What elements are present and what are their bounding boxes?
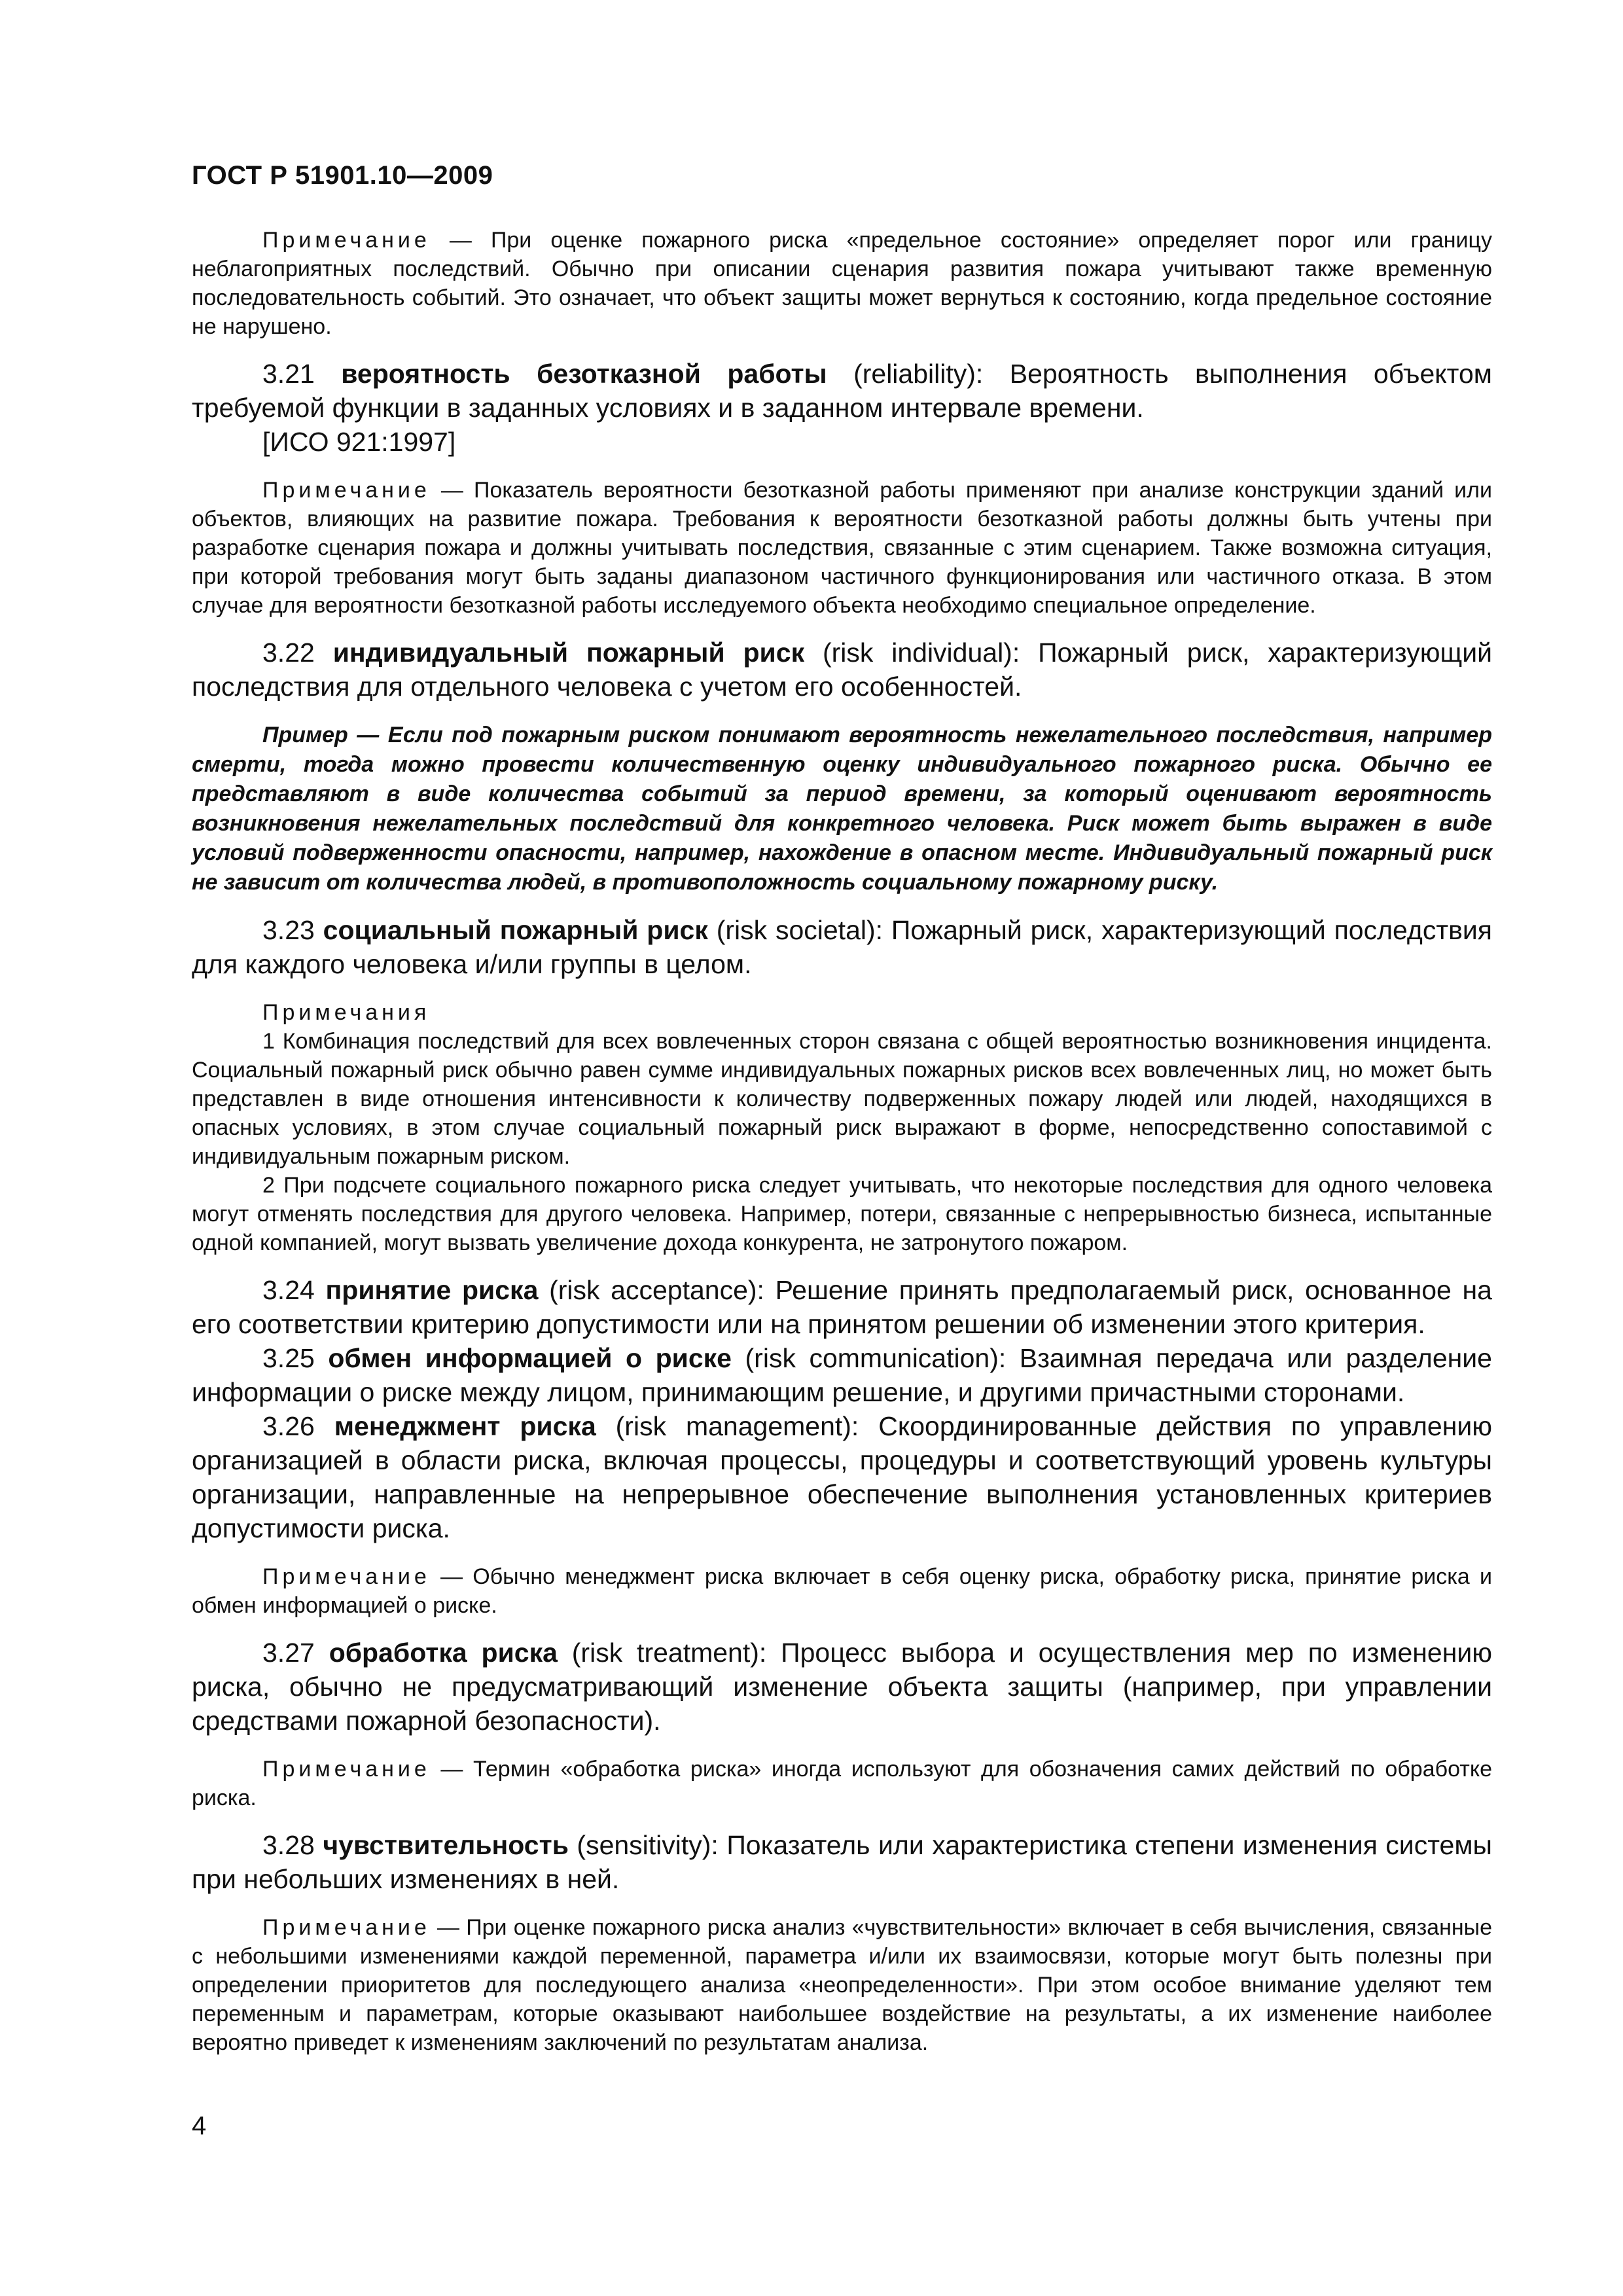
note-3-26	[192, 1562, 1492, 1620]
note-label: Примечание	[262, 1564, 431, 1589]
note-3-23-1: 1 Комбинация последствий для всех вовлеченных сторон связана с общей вероятностью возникновения инцидента. Социальный пожарный риск обычно равен сумме индивидуальных пожарных рисков всех вовлеченных лиц, но может быть представлен в виде отношения интенсивности к количеству подверженных пожару людей или людей, находящихся в опасных условиях, в этом случае социальный пожарный риск выражают в форме, непосредственно сопоставимой с индивидуальным пожарным риском.	[192, 1029, 1492, 1169]
term: обмен информацией о риске	[328, 1343, 732, 1373]
note-label: Примечание	[262, 478, 431, 503]
note-3-20	[192, 226, 1492, 341]
definition-text: (risk management): Скоординированные действия по управлению организацией в области риска, включая процессы, процедуры и соответствующий уровень культуры организации, направленные на непрерывное обеспечение выполнения установленных критериев допустимости риска.	[192, 1411, 1492, 1543]
page-number: 4	[192, 2111, 207, 2140]
definition-3-21	[192, 357, 1492, 425]
clause-number: 3.25	[262, 1343, 315, 1373]
clause-number: 3.27	[262, 1638, 315, 1668]
note-text: — Термин «обработка риска» иногда используют для обозначения самих действий по обработке риска.	[192, 1757, 1492, 1810]
term: принятие риска	[325, 1275, 539, 1305]
reference-3-21: [ИСО 921:1997]	[262, 427, 456, 457]
note-label: Примечание	[262, 1757, 431, 1782]
definition-text: (risk treatment): Процесс выбора и осуществления мер по изменению риска, обычно не предусматривающий изменение объекта защиты (например, при управлении средствами пожарной безопасности).	[192, 1638, 1492, 1736]
definition-text: (risk acceptance): Решение принять предполагаемый риск, основанное на его соответствии критерию допустимости или на принятом решении об изменении этого критерия.	[192, 1275, 1492, 1339]
clause-number: 3.26	[262, 1411, 315, 1441]
definition-text: (risk communication): Взаимная передача или разделение информации о риске между лицом, принимающим решение, и другими причастными сторонами.	[192, 1343, 1492, 1407]
term: чувствительность	[323, 1830, 569, 1860]
note-3-27	[192, 1755, 1492, 1812]
example-3-22: Пример — Если под пожарным риском понимают вероятность нежелательного последствия, например смерти, тогда можно провести количественную оценку индивидуального пожарного риска. Обычно ее представляют в виде количества событий за период времени, за который оценивают вероятность возникновения нежелательных последствий для конкретного человека. Риск может быть выражен в виде условий подверженности опасности, например, нахождение в опасном месте. Индивидуальный пожарный риск не зависит от количества людей, в противоположность социальному пожарному риску.	[192, 723, 1492, 895]
definition-text: (sensitivity): Показатель или характеристика степени изменения системы при небольших изменениях в ней.	[192, 1830, 1492, 1894]
definition-text: (reliability): Вероятность выполнения объектом требуемой функции в заданных условиях и в заданном интервале времени.	[192, 359, 1492, 423]
definition-3-28	[192, 1828, 1492, 1896]
clause-number: 3.23	[262, 915, 315, 945]
definition-3-24	[192, 1273, 1492, 1341]
note-3-23-2: 2 При подсчете социального пожарного риска следует учитывать, что некоторые последствия для одного человека могут отменять последствия для другого человека. Например, потери, связанные с непрерывностью бизнеса, испытанные одной компанией, могут вызвать увеличение дохода конкурента, не затронутого пожаром.	[192, 1173, 1492, 1255]
note-3-21	[192, 476, 1492, 620]
clause-number: 3.22	[262, 637, 315, 668]
definition-3-27	[192, 1636, 1492, 1738]
note-text: — Показатель вероятности безотказной работы применяют при анализе конструкции зданий или объектов, влияющих на развитие пожара. Требования к вероятности безотказной работы должны быть учтены при разработке сценария пожара и должны учитывать последствия, связанные с этим сценарием. Также возможна ситуация, при которой требования могут быть заданы диапазоном частичного функционирования или частичного отказа. В этом случае для вероятности безотказной работы исследуемого объекта необходимо специальное определение.	[192, 478, 1492, 618]
definition-3-23	[192, 913, 1492, 981]
note-text: — Обычно менеджмент риска включает в себя оценку риска, обработку риска, принятие риска и обмен информацией о риске.	[192, 1564, 1492, 1618]
definition-text: (risk societal): Пожарный риск, характеризующий последствия для каждого человека и/или группы в целом.	[192, 915, 1492, 979]
document-body	[192, 226, 1492, 2073]
term: индивидуальный пожарный риск	[332, 637, 805, 668]
note-text: — При оценке пожарного риска «предельное состояние» определяет порог или границу неблагоприятных последствий. Обычно при описании сценария развития пожара учитывают также временную последовательность событий. Это означает, что объект защиты может вернуться к состоянию, когда предельное состояние не нарушено.	[192, 228, 1492, 339]
notes-heading: Примечания	[262, 1000, 431, 1025]
note-text: — При оценке пожарного риска анализ «чувствительности» включает в себя вычисления, связанные с небольшими изменениями каждой переменной, параметра и/или их взаимосвязи, которые могут быть полезны при определении приоритетов для последующего анализа «неопределенности». При этом особое внимание уделяют тем переменным и параметрам, которые оказывают наибольшее воздействие на результаты, а их изменение наиболее вероятно приведет к изменениям заключений по результатам анализа.	[192, 1915, 1492, 2055]
definition-text: (risk individual): Пожарный риск, характеризующий последствия для отдельного человека с учетом его особенностей.	[192, 637, 1493, 702]
note-3-28	[192, 1913, 1492, 2057]
definition-3-26	[192, 1409, 1492, 1545]
term: социальный пожарный риск	[323, 915, 708, 945]
term: менеджмент риска	[334, 1411, 596, 1441]
note-label: Примечание	[262, 228, 431, 253]
term: обработка риска	[329, 1638, 558, 1668]
clause-number: 3.28	[262, 1830, 315, 1860]
definition-3-22	[192, 636, 1492, 704]
standard-header: ГОСТ Р 51901.10—2009	[192, 161, 493, 190]
note-label: Примечание	[262, 1915, 431, 1940]
clause-number: 3.21	[262, 359, 315, 389]
term: вероятность безотказной работы	[341, 359, 827, 389]
definition-3-25	[192, 1341, 1492, 1409]
clause-number: 3.24	[262, 1275, 315, 1305]
